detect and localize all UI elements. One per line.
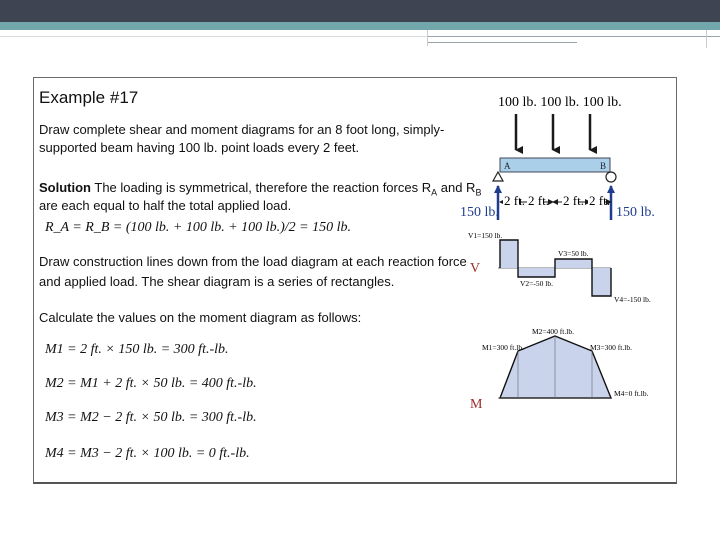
solution-text: The loading is symmetrical, therefore the reaction forces R [94, 180, 432, 195]
span-label-3: 2 ft. [563, 193, 584, 208]
moment-equation-m2: M2 = M1 + 2 ft. × 50 lb. = 400 ft.-lb. [45, 376, 257, 391]
decorative-line [706, 30, 707, 48]
support-a-label: A [504, 161, 511, 171]
construction-line1: Draw construction lines down from the load diagram at each reaction force [39, 254, 467, 269]
moment-m3-label: M3=300 ft.lb. [590, 343, 632, 352]
applied-loads-label: 100 lb. 100 lb. 100 lb. [498, 95, 622, 110]
shear-v4-label: V4=-150 lb. [614, 295, 651, 304]
moment-m2-label: M2=400 ft.lb. [532, 327, 574, 336]
example-title: Example #17 [39, 88, 139, 107]
span-label-4: 2 ft. [589, 193, 610, 208]
solution-and: and R [440, 180, 476, 195]
example-slide [33, 77, 677, 484]
roller-support [606, 172, 616, 182]
problem-statement-line1: Draw complete shear and moment diagrams for an 8 foot long, simply- [39, 122, 445, 137]
solution-label: Solution [39, 180, 91, 195]
decorative-line [427, 36, 720, 37]
subscript-a: A [431, 187, 438, 198]
moment-equation-m4: M4 = M3 − 2 ft. × 100 lb. = 0 ft.-lb. [45, 446, 250, 461]
calc-heading: Calculate the values on the moment diagram as follows: [39, 310, 362, 325]
decorative-line [427, 30, 428, 46]
beam [500, 158, 610, 172]
span-label-2: 2 ft. [528, 193, 549, 208]
support-b-label: B [600, 161, 607, 171]
pin-support [493, 172, 503, 181]
solution-line1 [39, 180, 481, 198]
shear-block-v1 [500, 240, 518, 268]
moment-equation-m3: M3 = M2 − 2 ft. × 50 lb. = 300 ft.-lb. [45, 410, 257, 425]
shear-moment-diagram [456, 88, 666, 418]
slide-header-bar [0, 0, 720, 22]
shear-block-v3 [555, 259, 592, 268]
slide-accent-bar [0, 22, 720, 30]
reaction-right-label: 150 lb. [616, 205, 655, 220]
moment-m1-label: M1=300 ft.lb. [482, 343, 524, 352]
reaction-left-label: 150 lb. [460, 205, 499, 220]
shear-block-v4 [592, 268, 611, 296]
solution-line2: are each equal to half the total applied load. [39, 198, 292, 213]
problem-statement-line2: supported beam having 100 lb. point loads every 2 feet. [39, 140, 360, 155]
construction-line2: and applied load. The shear diagram is a series of rectangles. [39, 274, 395, 289]
decorative-line [0, 36, 427, 37]
moment-equation-m1: M1 = 2 ft. × 150 lb. = 300 ft.-lb. [45, 342, 229, 357]
span-label-1: 2 ft. [504, 193, 525, 208]
shear-axis-label: V [470, 261, 481, 276]
decorative-line [427, 42, 577, 43]
subscript-b: B [475, 187, 482, 198]
shear-block-v2 [518, 268, 555, 277]
moment-m4-label: M4=0 ft.lb. [614, 389, 649, 398]
reaction-equation: R_A = R_B = (100 lb. + 100 lb. + 100 lb.)/2 = 150 lb. [45, 220, 351, 235]
shear-v2-label: V2=-50 lb. [520, 279, 553, 288]
moment-axis-label: M [470, 397, 483, 412]
shear-v1-label: V1=150 lb. [468, 231, 503, 240]
shear-v3-label: V3=50 lb. [558, 249, 589, 258]
